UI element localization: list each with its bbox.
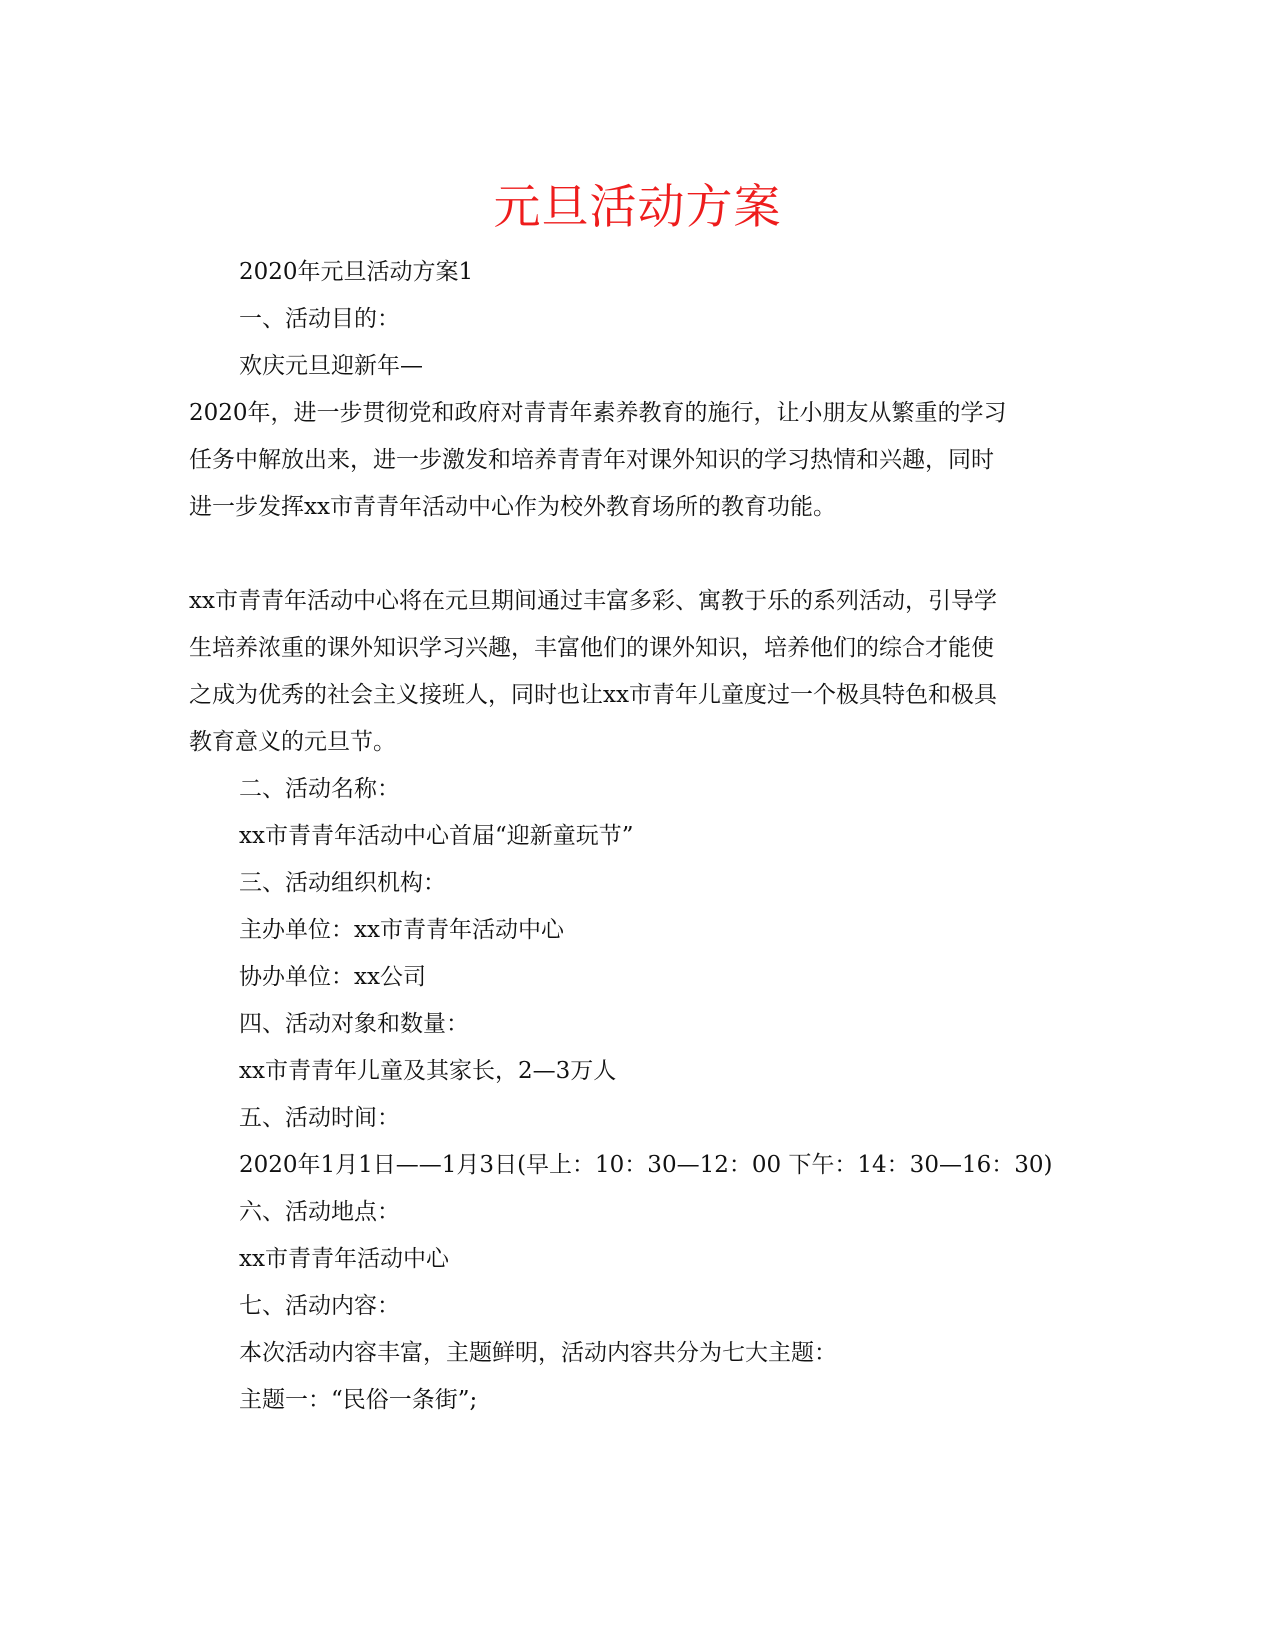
- paragraph-line: 2020年，进一步贯彻党和政府对青青年素养教育的施行，让小朋友从繁重的学习: [189, 400, 1007, 426]
- paragraph-line: xx市青青年活动中心将在元旦期间通过丰富多彩、寓教于乐的系列活动，引导学: [189, 588, 997, 614]
- paragraph-line: xx市青青年活动中心首届“迎新童玩节”: [239, 823, 634, 849]
- paragraph-line: 之成为优秀的社会主义接班人，同时也让xx市青年儿童度过一个极具特色和极具: [189, 682, 997, 708]
- paragraph-line: 主办单位：xx市青青年活动中心: [239, 917, 564, 943]
- section-heading-location: 六、活动地点：: [239, 1199, 400, 1225]
- document-title: 元旦活动方案: [493, 180, 782, 235]
- paragraph-line: 欢庆元旦迎新年—: [239, 353, 423, 379]
- section-heading-time: 五、活动时间：: [239, 1105, 400, 1131]
- paragraph-line: 协办单位：xx公司: [239, 964, 426, 990]
- paragraph-line: 进一步发挥xx市青青年活动中心作为校外教育场所的教育功能。: [189, 494, 836, 520]
- section-heading-name: 二、活动名称：: [239, 776, 400, 802]
- paragraph-line: xx市青青年儿童及其家长，2—3万人: [239, 1058, 617, 1084]
- paragraph-line: 2020年1月1日——1月3日(早上：10：30—12：00 下午：14：30—16：30): [239, 1152, 1053, 1178]
- paragraph-line: 主题一：“民俗一条街”;: [239, 1387, 478, 1413]
- section-heading-audience: 四、活动对象和数量：: [239, 1011, 469, 1037]
- subtitle-line: 2020年元旦活动方案1: [239, 259, 474, 285]
- section-heading-content: 七、活动内容：: [239, 1293, 400, 1319]
- paragraph-line: xx市青青年活动中心: [239, 1246, 449, 1272]
- paragraph-line: 任务中解放出来，进一步激发和培养青青年对课外知识的学习热情和兴趣，同时: [189, 447, 994, 473]
- paragraph-line: 教育意义的元旦节。: [189, 729, 396, 755]
- section-heading-purpose: 一、活动目的：: [239, 306, 400, 332]
- section-heading-organization: 三、活动组织机构：: [239, 870, 446, 896]
- paragraph-line: 生培养浓重的课外知识学习兴趣，丰富他们的课外知识，培养他们的综合才能使: [189, 635, 994, 661]
- paragraph-line: 本次活动内容丰富，主题鲜明，活动内容共分为七大主题：: [239, 1340, 837, 1366]
